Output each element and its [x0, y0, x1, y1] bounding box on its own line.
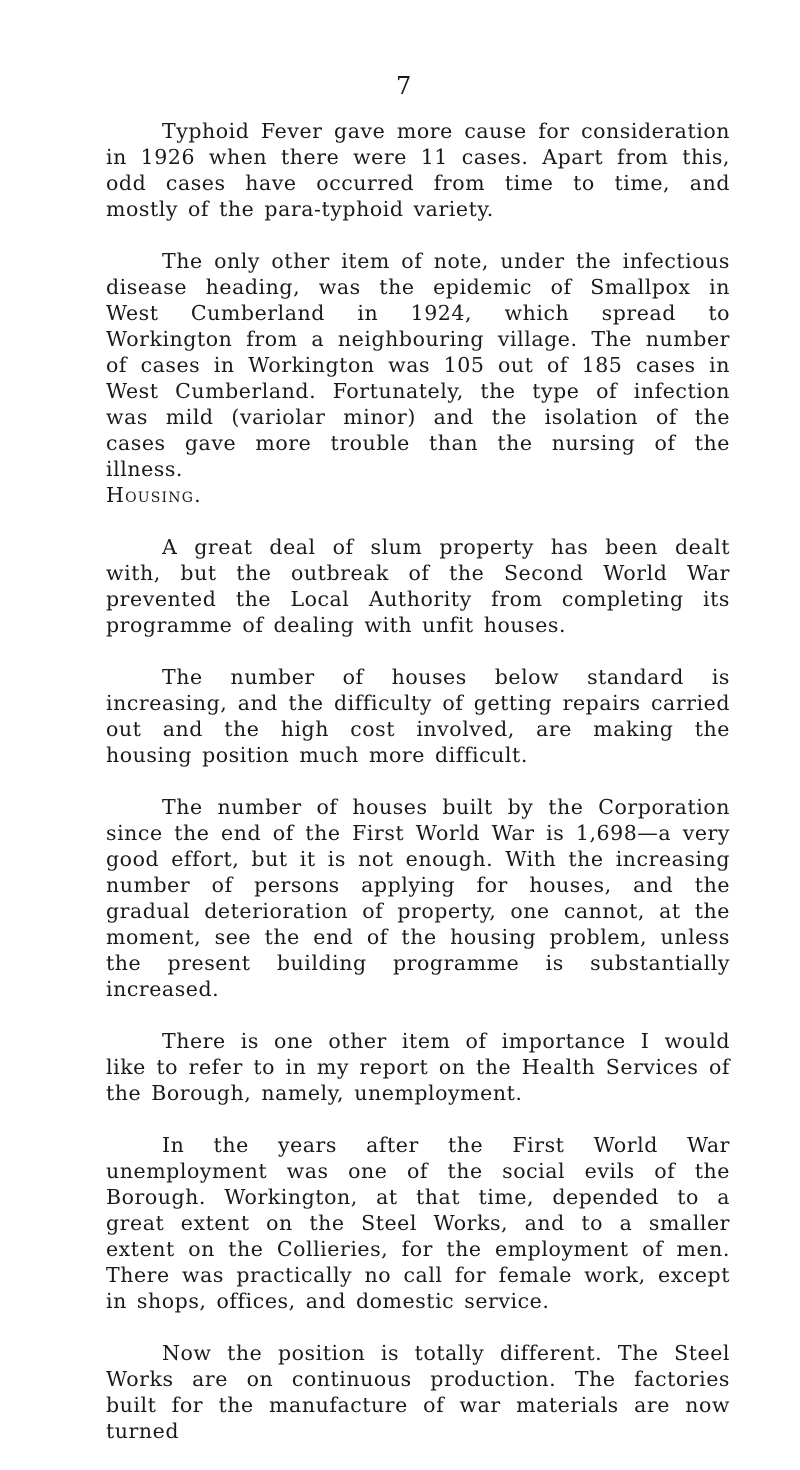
paragraph-typhoid: Typhoid Fever gave more cause for consideration in 1926 when there were 11 cases. Apart from this, odd cases have occurred from time to time, and mostly of the para-typhoid variety. [106, 119, 730, 221]
paragraph-unemployment-intro: There is one other item of importance I would like to refer to in my report on the Health Services of the Borough, namely, unemployment. [106, 1029, 730, 1105]
paragraph-unemployment-history: In the years after the First World War unemployment was one of the social evils of the Borough. Workington, at that time, depended to a great extent on the Steel Works, and to a smaller extent on the Collieries, for the employment of men. There was practically no call for female work, except in shops, offices, and domestic service. [106, 1133, 730, 1313]
paragraph-current-position: Now the position is totally different. The Steel Works are on continuous production. The factories built for the manufacture of war materials are now turned [106, 1341, 730, 1443]
page-number: 7 [396, 72, 412, 100]
paragraph-smallpox: The only other item of note, under the infectious disease heading, was the epidemic of Smallpox in West Cumberland in 1924, which spread to Workington from a neighbouring village. The number of cases in Workington was 105 out of 185 cases in West Cumberland. Fortunately, the type of infection was mild (variolar minor) and the isolation of the cases gave more trouble than the nursing of the illness. [106, 249, 730, 481]
section-heading-housing: Housing. [106, 483, 202, 507]
paragraph-slum-property: A great deal of slum property has been dealt with, but the outbreak of the Second World War prevented the Local Authority from completing its programme of dealing with unfit houses. [106, 535, 730, 637]
paragraph-houses-below-standard: The number of houses below standard is increasing, and the difficulty of getting repairs carried out and the high cost involved, are making the housing position much more difficult. [106, 665, 730, 767]
body-text [106, 118, 730, 1470]
paragraph-corporation-houses: The number of houses built by the Corporation since the end of the First World War is 1,698—a very good effort, but it is not enough. With the increasing number of persons applying for houses, and the gradual deterioration of property, one cannot, at the moment, see the end of the housing problem, unless the present building programme is substantially increased. [106, 795, 730, 1001]
